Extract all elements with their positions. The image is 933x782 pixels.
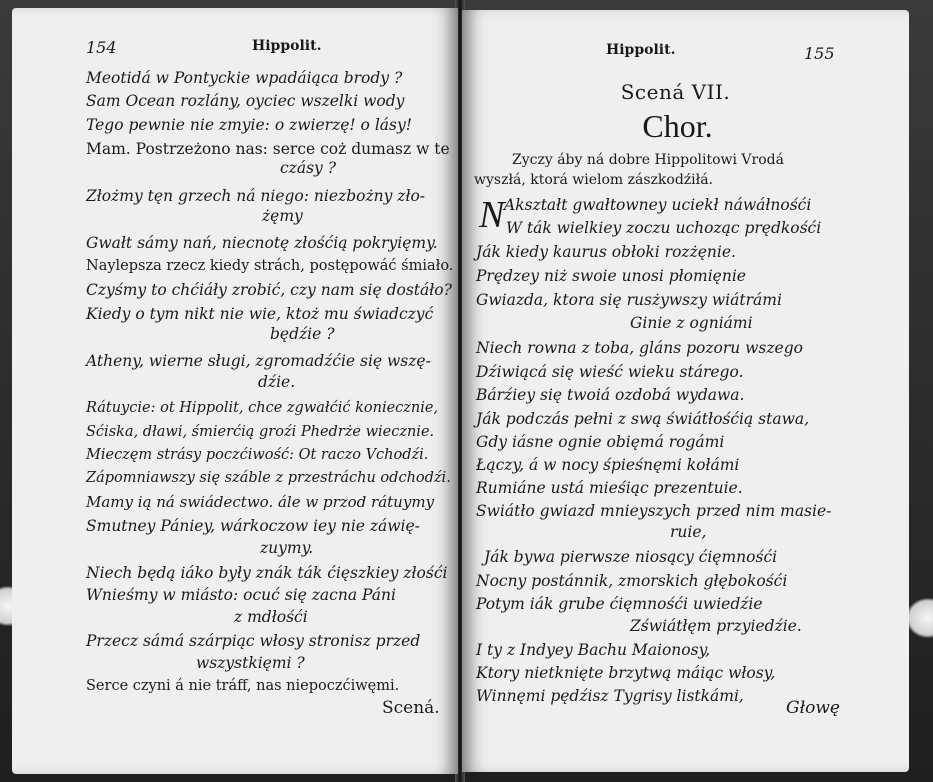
verse-line: Swiátło gwiazd mnieyszych przed nim masie-: [476, 502, 832, 520]
chorus-heading: Chor.: [642, 108, 713, 144]
verse-line: Mamy ią ná swiádectwo. ále w przod rátuymy: [86, 493, 435, 511]
running-head-right: Hippolit.: [606, 42, 676, 58]
verse-line: Atheny, wierne sługi, zgromadźćie się wszę-: [86, 352, 431, 370]
verse-line: Gwałt sámy nań, niecnotę złośćią pokryięmy.: [86, 234, 438, 252]
verse-line: Wnieśmy w miásto: ocuć się zacna Páni: [86, 586, 396, 604]
verse-line-continuation: dźie.: [258, 373, 296, 391]
verse-line: Ják kiedy kaurus obłoki rozżęnie.: [476, 243, 736, 261]
verse-line: Sćiska, dławi, śmierćią groźi Phedrże wiecznie.: [86, 424, 435, 440]
verse-line: Potym iák grube ćięmnośći uwiedźie: [476, 595, 763, 613]
verse-line: Przecz sámá szárpiąc włosy stronisz przed: [86, 632, 421, 650]
verse-line: Dźiwiącá się wieść wieku stárego.: [476, 363, 744, 381]
verse-line-continuation: z mdłośći: [234, 608, 308, 626]
running-head-left: Hippolit.: [252, 38, 322, 54]
verse-line: Gwiazda, ktora się rusżywszy wiátrámi: [476, 291, 782, 309]
verse-line: Rumiáne ustá mieśiąc prezentuie.: [476, 479, 743, 497]
verse-line: Mam. Postrzeżono nas: serce coż dumasz w te: [86, 140, 450, 158]
page-number-right: 155: [804, 44, 835, 63]
verse-line: Smutney Pániey, wárkoczow iey nie záwię-: [86, 517, 420, 535]
verse-line-continuation: będźie ?: [270, 325, 335, 343]
verse-line: Meotidá w Pontyckie wpadáiąca brody ?: [86, 69, 403, 87]
page-clip-right: [906, 598, 933, 638]
argument-line: wyszłá, ktorá wielom zászkodźiłá.: [474, 172, 713, 188]
verse-line: Rátuycie: ot Hippolit, chce zgwałćić koniecznie,: [86, 400, 439, 416]
verse-line-continuation: ruie,: [670, 523, 707, 541]
verse-line: Prędzey niż swoie unosi płomięnie: [476, 267, 746, 285]
verse-line: Ják bywa pierwsze niosący ćięmnośći: [484, 548, 778, 566]
verse-line: W ták wielkiey zoczu uchoząc prędkośći: [506, 219, 822, 237]
verse-line: Kiedy o tym nikt nie wie, ktoż mu świadczyć: [86, 305, 434, 323]
verse-line-continuation: żęmy: [262, 207, 303, 225]
verse-line-continuation: czásy ?: [280, 159, 337, 177]
verse-line: Gdy iásne ognie obięmá rogámi: [476, 433, 725, 451]
verse-line: Nocny postánnik, zmorskich głębokośći: [476, 572, 788, 590]
verse-line: I ty z Indyey Bachu Maionosy,: [476, 641, 711, 659]
catchword-right: Głowę: [786, 698, 840, 718]
verse-line: Bárźiey się twoiá ozdobá wydawa.: [476, 386, 745, 404]
argument-line: Zyczy áby ná dobre Hippolitowi Vrodá: [512, 152, 784, 168]
right-page: [462, 10, 909, 772]
verse-line: Mieczęm strásy poczćiwość: Ot raczo Vchodźi.: [86, 447, 429, 463]
verse-line-indented: Zświátłęm przyiedźie.: [630, 617, 802, 635]
verse-line: Ktory nietknięte brzytwą máiąc włosy,: [476, 664, 776, 682]
verse-line-continuation: zuymy.: [260, 539, 314, 557]
verse-line-indented: Ginie z ogniámi: [630, 314, 753, 332]
verse-line: Naylepsza rzecz kiedy strách, postępowáć śmiało.: [86, 258, 454, 274]
verse-line: Złożmy tęn grzech ná niego: niezbożny zło-: [86, 187, 426, 205]
verse-line: Niech rowna z toba, gláns pozoru wszego: [476, 339, 803, 357]
verse-line: Łączy, á w nocy śpieśnęmi kołámi: [476, 456, 740, 474]
page-number-left: 154: [86, 38, 117, 57]
verse-line: Niech będą iáko były znák ták ćięszkiey złośći: [86, 564, 448, 582]
catchword-left: Scená.: [382, 698, 440, 718]
verse-line: Czyśmy to chćiáły zrobić, czy nam się dostáło?: [86, 281, 452, 299]
verse-line: Zápomniawszy się száble z przestráchu odchodźi.: [86, 470, 451, 486]
left-page: [12, 8, 458, 774]
verse-line: Ják podczás pełni z swą świátłośćią stawa,: [476, 410, 810, 428]
drop-cap: N: [479, 194, 505, 236]
verse-line-continuation: wszystkięmi ?: [196, 654, 305, 672]
verse-line: Serce czyni á nie tráff, nas niepoczćiwęmi.: [86, 678, 400, 694]
verse-line: Sam Ocean rozlány, oyciec wszelki wody: [86, 92, 405, 110]
verse-line: Tego pewnie nie zmyie: o zwierzę! o lásy!: [86, 116, 412, 134]
verse-line: Akształt gwałtowney uciekł náwáłnośći: [504, 196, 812, 214]
scene-title: Scená VII.: [620, 80, 731, 104]
verse-line: Winnęmi pędźisz Tygrisy listkámi,: [476, 687, 744, 705]
